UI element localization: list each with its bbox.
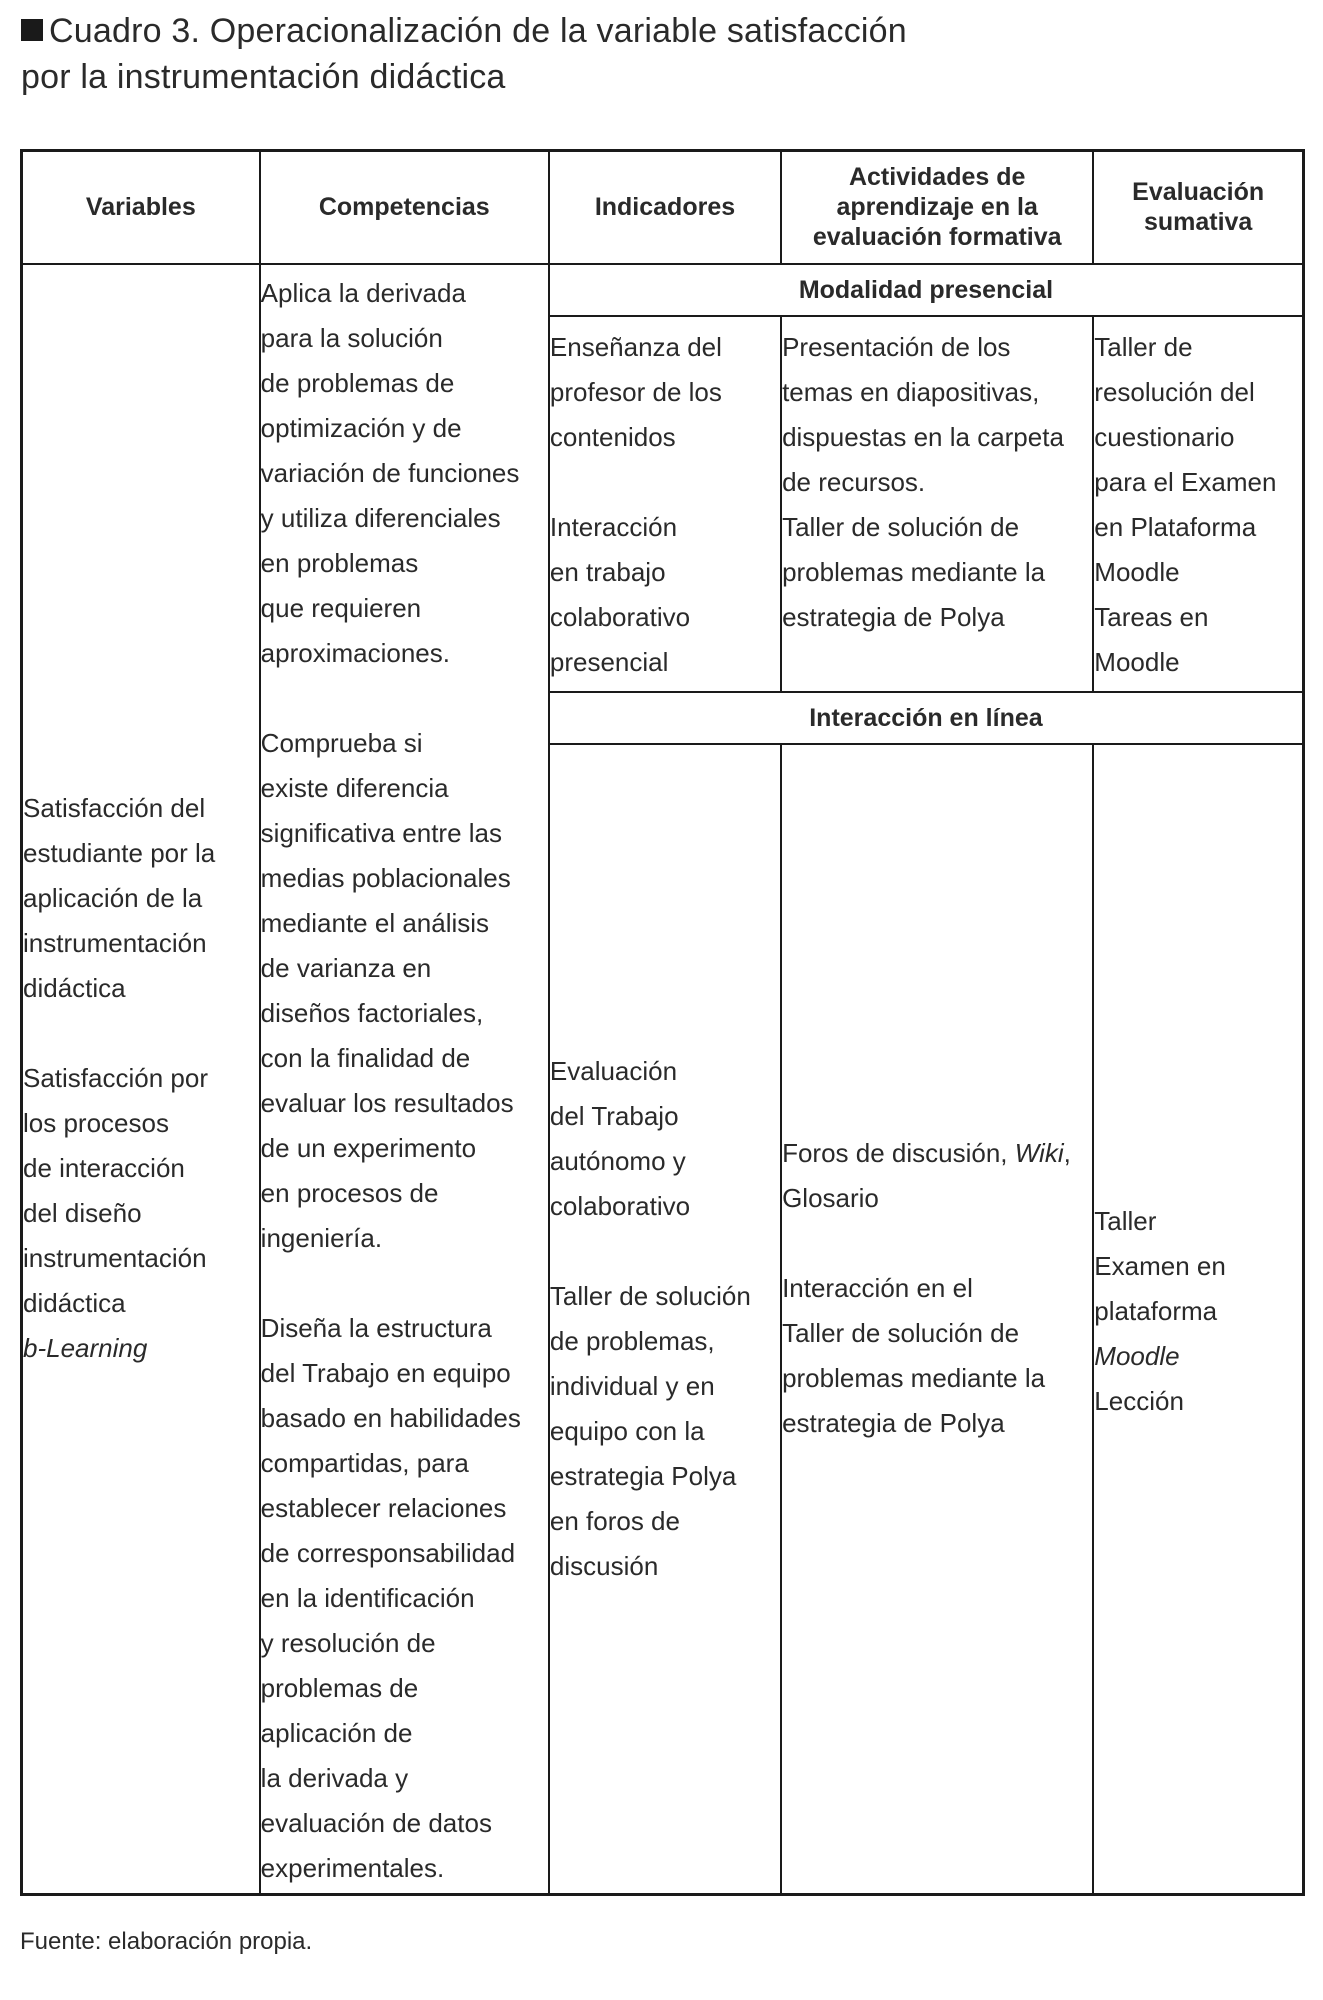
- competencias-cell: [260, 264, 549, 1895]
- section-row-presencial: [22, 264, 1304, 316]
- source-note: Fuente: elaboración propia.: [20, 1928, 313, 1955]
- en-linea-indicador-2: Taller de solución de problemas, individual y en equipo con la estrategia Polya en foros de discusión: [549, 1280, 751, 1581]
- caption-line-1: [21, 8, 1301, 54]
- variable-1: Satisfacción del estudiante por la aplicación de la instrumentación didáctica: [23, 793, 216, 1004]
- caption-text-1: Cuadro 3. Operacionalización de la variable satisfacción: [49, 12, 907, 50]
- presencial-indicadores: [549, 316, 781, 692]
- header-evaluacion-sumativa: Evaluación sumativa: [1093, 151, 1303, 264]
- en-linea-indicador-1: Evaluación del Trabajo autónomo y colaborativo: [549, 1055, 691, 1221]
- presencial-indicador-2: Interacción en trabajo colaborativo presencial: [549, 511, 691, 677]
- section-label-presencial: Modalidad presencial: [549, 264, 1304, 316]
- variable-2: Satisfacción por los procesos de interacción del diseño instrumentación didáctica: [23, 1063, 208, 1319]
- variables-cell: [22, 264, 260, 1895]
- presencial-evaluacion: Taller de resolución del cuestionario para el Examen en Plataforma Moodle Tareas en Moodle: [1093, 316, 1303, 692]
- en-linea-indicadores: [549, 744, 781, 1895]
- en-linea-evaluacion-1: Taller Examen en plataforma: [1094, 1206, 1226, 1327]
- en-linea-actividades: [781, 744, 1093, 1895]
- header-indicadores: Indicadores: [549, 151, 781, 264]
- competencia-1: Aplica la derivada para la solución de problemas de optimización y de variación de funciones y utiliza diferenciales en problemas que requieren aproximaciones.: [260, 277, 520, 668]
- section-label-en-linea: Interacción en línea: [549, 692, 1304, 744]
- en-linea-evaluacion-2: Moodle: [1094, 1341, 1180, 1372]
- en-linea-actividad-1-cont: Glosario: [782, 1183, 879, 1214]
- black-square-icon: [21, 19, 43, 41]
- presencial-actividades: Presentación de los temas en diapositivas, dispuestas en la carpeta de recursos. Taller de solución de problemas mediante la estrategia de Polya: [781, 316, 1093, 692]
- caption-text-2: por la instrumentación didáctica: [21, 58, 506, 96]
- competencia-3: Diseña la estructura del Trabajo en equipo basado en habilidades compartidas, para establecer relaciones de corresponsabilidad en la identificación y resolución de problemas de aplicación de la derivada y evaluación de datos experimentales.: [260, 1312, 521, 1883]
- en-linea-evaluacion-3: Lección: [1094, 1386, 1184, 1417]
- en-linea-actividad-1: Foros de discusión, Wiki,: [782, 1138, 1071, 1169]
- header-variables: Variables: [22, 151, 260, 264]
- header-actividades: Actividades de aprendizaje en la evaluación formativa: [781, 151, 1093, 264]
- table-caption: [21, 8, 1301, 100]
- en-linea-evaluacion: [1093, 744, 1303, 1895]
- competencia-2: Comprueba si existe diferencia significativa entre las medias poblacionales mediante el análisis de varianza en diseños factoriales, con la finalidad de evaluar los resultados de un experimento en procesos de ingeniería.: [260, 727, 514, 1253]
- header-row: [22, 151, 1304, 264]
- presencial-indicador-1: Enseñanza del profesor de los contenidos: [549, 331, 722, 452]
- operationalization-table: [20, 149, 1305, 1896]
- variable-2-italic: b-Learning: [23, 1333, 148, 1364]
- header-competencias: Competencias: [260, 151, 549, 264]
- en-linea-actividad-2: Interacción en el Taller de solución de problemas mediante la estrategia de Polya: [782, 1273, 1046, 1439]
